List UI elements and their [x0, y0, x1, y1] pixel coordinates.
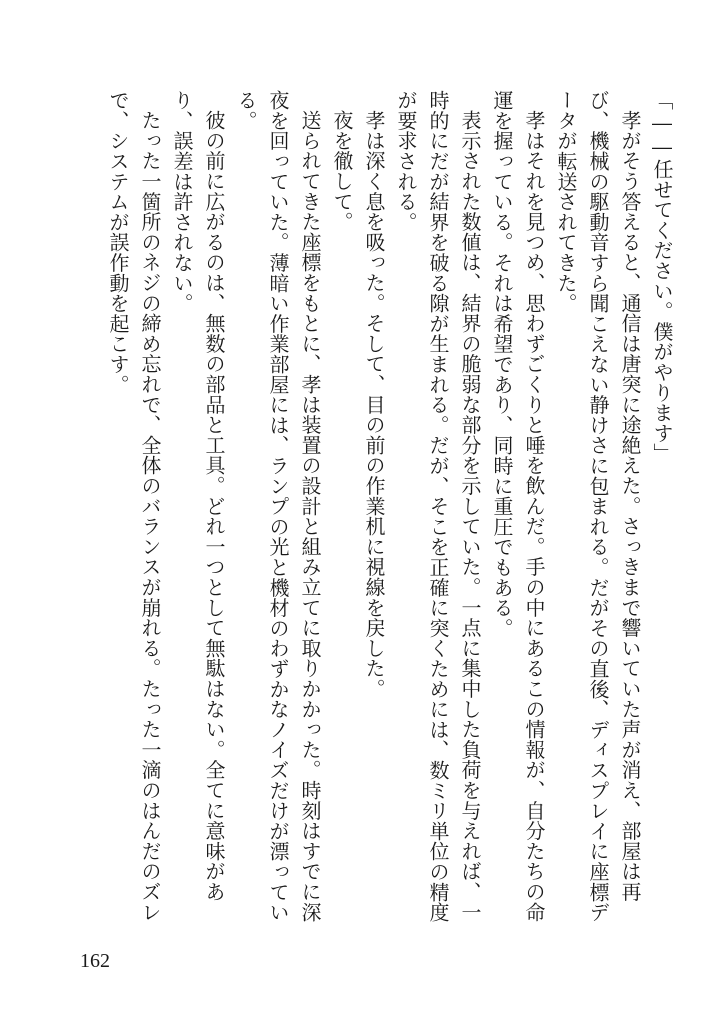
- paragraph: 彼の前に広がるのは、無数の部品と工具。どれ一つとして無駄はない。全てに意味があり、誤差は許されない。: [170, 90, 226, 902]
- paragraph: 送られてきた座標をもとに、孝は装置の設計と組み立てに取りかかった。時刻はすでに深夜を回っていた。薄暗い作業部屋には、ランプの光と機材のわずかなノイズだけが漂っている。: [234, 90, 322, 923]
- paragraph: たった一箇所のネジの締め忘れで、全体のバランスが崩れる。たった一滴のはんだのズレで、システムが誤作動を起こす。: [106, 90, 162, 922]
- paragraph: 表示された数値は、結界の脆弱な部分を示していた。一点に集中した負荷を与えれば、一時的にだが結界を破る隙が生まれる。だが、そこを正確に突くためには、数ミリ単位の精度が要求される。: [394, 90, 482, 923]
- dialogue-line: 「――任せてください。僕がやります」: [650, 90, 674, 464]
- page-number: 162: [80, 950, 110, 972]
- paragraph: 孝は深く息を吸った。そして、目の前の作業机に視線を戻した。: [362, 110, 386, 699]
- body-text: [28, 90, 678, 940]
- paragraph: 孝がそう答えると、通信は唐突に途絶えた。さっきまで響いていた声が消え、部屋は再び、機械の駆動音すら聞こえない静けさに包まれる。だがその直後、ディスプレイに座標データが転送されてきた。: [554, 90, 642, 923]
- paragraph: 夜を徹して。: [330, 110, 354, 232]
- paragraph: 孝はそれを見つめ、思わずごくりと唾を飲んだ。手の中にあるこの情報が、自分たちの命運を握っている。それは希望であり、同時に重圧でもある。: [490, 90, 546, 922]
